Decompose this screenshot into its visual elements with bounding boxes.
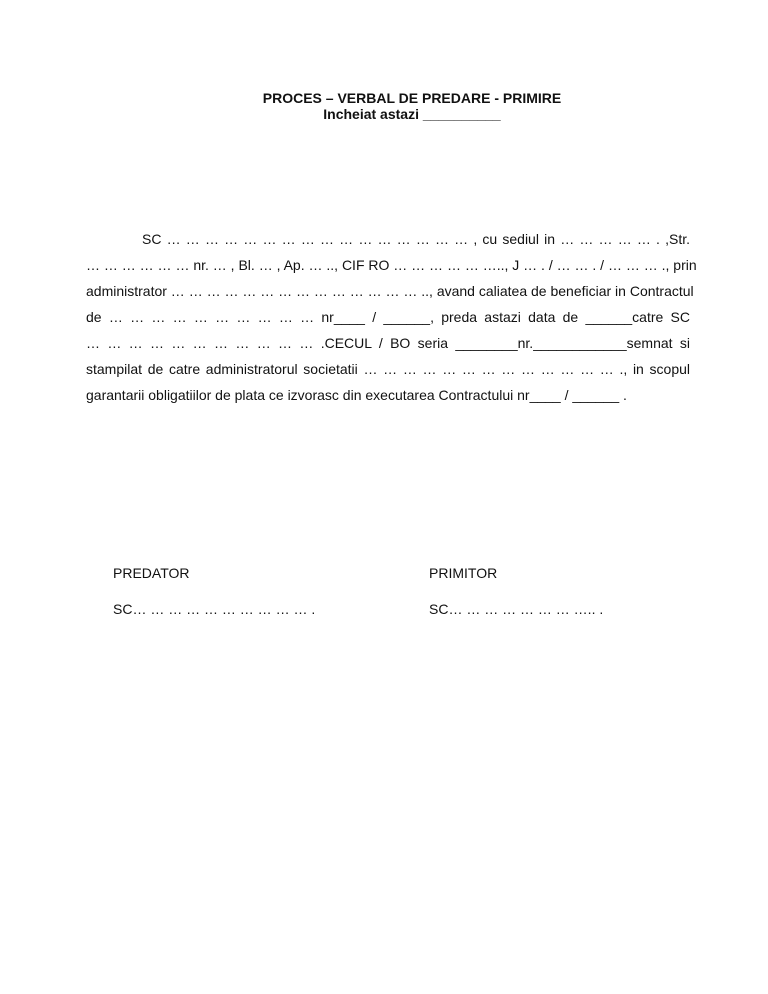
signature-primitor xyxy=(429,564,603,618)
signature-company-predator: SC… … … … … … … … … … . xyxy=(113,601,316,617)
paragraph-line: SC … … … … … … … … … … … … … … … … , cu sediul in … … … … … . ,Str. xyxy=(142,231,690,247)
document-title: PROCES – VERBAL DE PREDARE - PRIMIRE xyxy=(262,90,562,106)
paragraph-line: garantarii obligatiilor de plata ce izvorasc din executarea Contractului nr____ / ______ . xyxy=(86,387,627,403)
paragraph-line: … … … … … … … … … … … .CECUL / BO seria ________nr.____________semnat si xyxy=(86,335,690,351)
title-block xyxy=(0,90,768,122)
signature-company-primitor: SC… … … … … … … ….. . xyxy=(429,601,604,617)
signature-role-predator: PREDATOR xyxy=(113,565,190,581)
document-subtitle: Incheiat astazi __________ xyxy=(323,106,501,122)
paragraph-line: stampilat de catre administratorul societatii … … … … … … … … … … … … … ., in scopul xyxy=(86,361,690,377)
signature-role-primitor: PRIMITOR xyxy=(429,565,498,581)
body-paragraph xyxy=(86,226,697,408)
paragraph-line: … … … … … … nr. … , Bl. … , Ap. … .., CIF RO … … … … … ….., J … . / … … . / … … … ., prin xyxy=(86,257,697,273)
paragraph-line: administrator … … … … … … … … … … … … … … .., avand caliatea de beneficiar in Contractul xyxy=(86,283,694,299)
paragraph-line: de … … … … … … … … … … nr____ / ______, preda astazi data de ______catre SC xyxy=(86,309,690,325)
signature-predator xyxy=(113,564,315,618)
